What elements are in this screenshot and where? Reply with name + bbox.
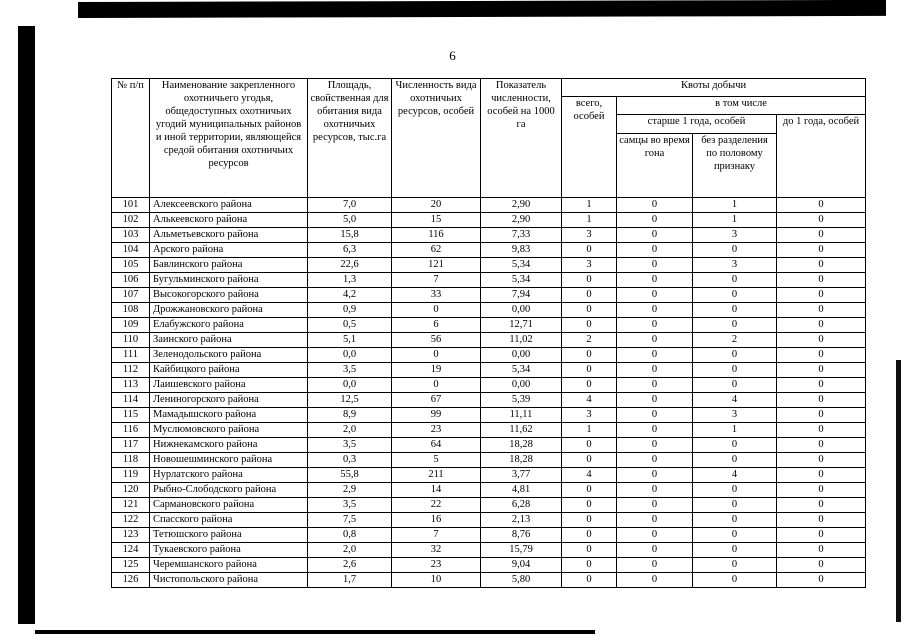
cell-name: Тетюшского района [150,528,308,543]
cell-young: 0 [777,213,866,228]
cell-total: 0 [562,273,617,288]
cell-area: 3,5 [308,438,392,453]
cell-nosex: 0 [693,363,777,378]
cell-density: 2,13 [481,513,562,528]
cell-n: 103 [112,228,150,243]
table-row [112,438,866,453]
table-row [112,213,866,228]
cell-area: 0,9 [308,303,392,318]
cell-total: 3 [562,258,617,273]
cell-name: Нурлатского района [150,468,308,483]
cell-nosex: 0 [693,318,777,333]
cell-area: 3,5 [308,498,392,513]
cell-nosex: 3 [693,258,777,273]
cell-n: 112 [112,363,150,378]
cell-name: Бавлинского района [150,258,308,273]
cell-density: 3,77 [481,468,562,483]
cell-total: 1 [562,198,617,213]
table-row [112,333,866,348]
cell-n: 107 [112,288,150,303]
cell-nosex: 0 [693,438,777,453]
table-row [112,513,866,528]
cell-total: 0 [562,348,617,363]
cell-total: 0 [562,243,617,258]
table-row [112,528,866,543]
cell-count: 33 [392,288,481,303]
cell-young: 0 [777,543,866,558]
cell-total: 3 [562,408,617,423]
table-row [112,543,866,558]
cell-density: 15,79 [481,543,562,558]
cell-young: 0 [777,228,866,243]
cell-count: 0 [392,348,481,363]
cell-area: 8,9 [308,408,392,423]
table-row [112,288,866,303]
cell-density: 11,02 [481,333,562,348]
cell-count: 211 [392,468,481,483]
table-row [112,273,866,288]
cell-area: 2,0 [308,423,392,438]
cell-young: 0 [777,528,866,543]
cell-density: 12,71 [481,318,562,333]
cell-n: 113 [112,378,150,393]
cell-n: 102 [112,213,150,228]
cell-count: 19 [392,363,481,378]
cell-count: 14 [392,483,481,498]
cell-count: 7 [392,528,481,543]
header-count: Численность вида охотничьих ресурсов, особей [392,79,481,198]
table-row [112,348,866,363]
cell-density: 8,76 [481,528,562,543]
cell-name: Черемшанского района [150,558,308,573]
cell-area: 2,6 [308,558,392,573]
cell-density: 9,83 [481,243,562,258]
header-area: Площадь, свойственная для обитания вида охотничьих ресурсов, тыс.га [308,79,392,198]
cell-nosex: 0 [693,558,777,573]
cell-males: 0 [617,363,693,378]
cell-n: 116 [112,423,150,438]
header-older: старше 1 года, особей [617,115,777,134]
cell-young: 0 [777,273,866,288]
cell-name: Тукаевского района [150,543,308,558]
cell-density: 5,34 [481,363,562,378]
table-row [112,303,866,318]
cell-young: 0 [777,378,866,393]
page-number: 6 [449,48,456,63]
table-row [112,408,866,423]
cell-nosex: 0 [693,573,777,588]
header-quotas: Квоты добычи [562,79,866,97]
cell-total: 0 [562,513,617,528]
cell-males: 0 [617,198,693,213]
cell-count: 121 [392,258,481,273]
cell-males: 0 [617,318,693,333]
cell-males: 0 [617,483,693,498]
cell-n: 104 [112,243,150,258]
cell-count: 6 [392,318,481,333]
header-males: самцы во время гона [617,134,693,198]
cell-area: 7,0 [308,198,392,213]
cell-name: Лаишевского района [150,378,308,393]
cell-name: Бугульминского района [150,273,308,288]
cell-nosex: 3 [693,228,777,243]
cell-total: 4 [562,393,617,408]
header-name: Наименование закрепленного охотничьего угодья, общедоступных охотничьих угодий муниципальных районов и иной территории, являющейся средой обитания охотничьих ресурсов [150,79,308,198]
cell-name: Лениногорского района [150,393,308,408]
cell-young: 0 [777,288,866,303]
cell-young: 0 [777,573,866,588]
cell-density: 11,11 [481,408,562,423]
cell-n: 119 [112,468,150,483]
scan-border-top [78,0,886,18]
table-body [112,198,866,588]
cell-count: 64 [392,438,481,453]
cell-total: 3 [562,228,617,243]
cell-nosex: 2 [693,333,777,348]
quota-table [111,78,866,588]
cell-area: 0,8 [308,528,392,543]
cell-total: 0 [562,558,617,573]
table-row [112,318,866,333]
cell-young: 0 [777,243,866,258]
cell-males: 0 [617,393,693,408]
cell-n: 118 [112,453,150,468]
cell-area: 5,0 [308,213,392,228]
cell-area: 1,3 [308,273,392,288]
cell-name: Алексеевского района [150,198,308,213]
cell-density: 5,34 [481,273,562,288]
cell-name: Высокогорского района [150,288,308,303]
cell-area: 6,3 [308,243,392,258]
table-row [112,453,866,468]
cell-n: 110 [112,333,150,348]
cell-males: 0 [617,273,693,288]
cell-young: 0 [777,483,866,498]
cell-density: 2,90 [481,213,562,228]
table-row [112,198,866,213]
cell-n: 111 [112,348,150,363]
cell-count: 32 [392,543,481,558]
cell-area: 2,9 [308,483,392,498]
cell-area: 0,5 [308,318,392,333]
scan-border-bottom [35,630,595,634]
cell-area: 3,5 [308,363,392,378]
cell-count: 99 [392,408,481,423]
cell-count: 23 [392,558,481,573]
cell-count: 67 [392,393,481,408]
cell-area: 15,8 [308,228,392,243]
cell-n: 126 [112,573,150,588]
header-young: до 1 года, особей [777,115,866,198]
cell-young: 0 [777,318,866,333]
cell-young: 0 [777,453,866,468]
cell-name: Кайбицкого района [150,363,308,378]
cell-males: 0 [617,558,693,573]
cell-n: 105 [112,258,150,273]
cell-count: 56 [392,333,481,348]
cell-area: 0,0 [308,378,392,393]
header-total: всего, особей [562,97,617,198]
cell-young: 0 [777,363,866,378]
cell-area: 1,7 [308,573,392,588]
cell-total: 0 [562,498,617,513]
cell-count: 23 [392,423,481,438]
cell-name: Елабужского района [150,318,308,333]
cell-young: 0 [777,303,866,318]
cell-area: 2,0 [308,543,392,558]
cell-count: 0 [392,378,481,393]
cell-density: 0,00 [481,348,562,363]
cell-total: 0 [562,438,617,453]
cell-total: 0 [562,573,617,588]
cell-males: 0 [617,543,693,558]
cell-males: 0 [617,498,693,513]
cell-count: 15 [392,213,481,228]
cell-count: 16 [392,513,481,528]
cell-n: 101 [112,198,150,213]
table-row [112,378,866,393]
table-row [112,393,866,408]
cell-name: Сармановского района [150,498,308,513]
cell-name: Рыбно-Слободского района [150,483,308,498]
header-no-sex: без разделения по половому признаку [693,134,777,198]
cell-total: 0 [562,543,617,558]
cell-total: 0 [562,318,617,333]
cell-males: 0 [617,573,693,588]
cell-n: 114 [112,393,150,408]
cell-total: 1 [562,213,617,228]
cell-nosex: 0 [693,378,777,393]
cell-males: 0 [617,528,693,543]
cell-total: 0 [562,363,617,378]
cell-density: 5,80 [481,573,562,588]
cell-young: 0 [777,393,866,408]
cell-density: 6,28 [481,498,562,513]
cell-nosex: 0 [693,243,777,258]
cell-total: 2 [562,333,617,348]
cell-density: 0,00 [481,303,562,318]
cell-nosex: 0 [693,483,777,498]
cell-name: Альметьевского района [150,228,308,243]
cell-area: 7,5 [308,513,392,528]
table-row [112,258,866,273]
cell-area: 4,2 [308,288,392,303]
cell-total: 0 [562,303,617,318]
cell-count: 5 [392,453,481,468]
table-row [112,573,866,588]
cell-total: 0 [562,528,617,543]
table-row [112,228,866,243]
cell-name: Спасского района [150,513,308,528]
cell-name: Мамадышского района [150,408,308,423]
cell-count: 0 [392,303,481,318]
cell-count: 62 [392,243,481,258]
cell-nosex: 0 [693,303,777,318]
cell-nosex: 4 [693,468,777,483]
cell-total: 0 [562,378,617,393]
cell-males: 0 [617,468,693,483]
cell-n: 123 [112,528,150,543]
cell-nosex: 1 [693,198,777,213]
cell-n: 117 [112,438,150,453]
cell-nosex: 0 [693,528,777,543]
header-density: Показатель численности, особей на 1000 га [481,79,562,198]
cell-name: Чистопольского района [150,573,308,588]
cell-males: 0 [617,378,693,393]
cell-total: 1 [562,423,617,438]
cell-young: 0 [777,258,866,273]
cell-nosex: 0 [693,453,777,468]
cell-males: 0 [617,228,693,243]
cell-name: Муслюмовского района [150,423,308,438]
cell-young: 0 [777,513,866,528]
cell-young: 0 [777,438,866,453]
scan-border-left [18,26,35,624]
cell-nosex: 0 [693,273,777,288]
cell-males: 0 [617,513,693,528]
cell-area: 22,6 [308,258,392,273]
cell-n: 109 [112,318,150,333]
cell-density: 7,94 [481,288,562,303]
cell-nosex: 0 [693,543,777,558]
table-row [112,468,866,483]
cell-density: 5,34 [481,258,562,273]
cell-total: 4 [562,468,617,483]
cell-name: Алькеевского района [150,213,308,228]
cell-young: 0 [777,198,866,213]
cell-n: 122 [112,513,150,528]
table-row [112,483,866,498]
cell-young: 0 [777,468,866,483]
cell-males: 0 [617,303,693,318]
cell-total: 0 [562,288,617,303]
cell-n: 106 [112,273,150,288]
cell-nosex: 1 [693,423,777,438]
cell-area: 5,1 [308,333,392,348]
cell-nosex: 1 [693,213,777,228]
cell-name: Нижнекамского района [150,438,308,453]
cell-count: 20 [392,198,481,213]
cell-count: 10 [392,573,481,588]
cell-males: 0 [617,423,693,438]
cell-density: 2,90 [481,198,562,213]
header-num: № п/п [112,79,150,198]
table-row [112,498,866,513]
table-row [112,558,866,573]
cell-name: Зеленодольского района [150,348,308,363]
cell-nosex: 4 [693,393,777,408]
cell-males: 0 [617,288,693,303]
cell-area: 55,8 [308,468,392,483]
cell-males: 0 [617,213,693,228]
cell-density: 5,39 [481,393,562,408]
cell-young: 0 [777,408,866,423]
cell-density: 7,33 [481,228,562,243]
cell-males: 0 [617,438,693,453]
cell-n: 120 [112,483,150,498]
cell-total: 0 [562,453,617,468]
cell-young: 0 [777,498,866,513]
cell-area: 12,5 [308,393,392,408]
cell-nosex: 0 [693,288,777,303]
cell-males: 0 [617,453,693,468]
cell-area: 0,3 [308,453,392,468]
cell-area: 0,0 [308,348,392,363]
cell-count: 7 [392,273,481,288]
cell-name: Новошешминского района [150,453,308,468]
cell-young: 0 [777,348,866,363]
cell-total: 0 [562,483,617,498]
cell-count: 116 [392,228,481,243]
cell-name: Арского района [150,243,308,258]
cell-density: 11,62 [481,423,562,438]
cell-nosex: 0 [693,498,777,513]
cell-name: Заинского района [150,333,308,348]
cell-n: 108 [112,303,150,318]
cell-young: 0 [777,558,866,573]
cell-density: 0,00 [481,378,562,393]
cell-males: 0 [617,408,693,423]
cell-nosex: 0 [693,513,777,528]
table-row [112,363,866,378]
cell-density: 4,81 [481,483,562,498]
table-row [112,243,866,258]
cell-young: 0 [777,423,866,438]
cell-nosex: 3 [693,408,777,423]
cell-n: 124 [112,543,150,558]
cell-males: 0 [617,243,693,258]
cell-density: 18,28 [481,453,562,468]
cell-n: 115 [112,408,150,423]
cell-density: 9,04 [481,558,562,573]
cell-males: 0 [617,348,693,363]
cell-young: 0 [777,333,866,348]
scan-border-right [896,360,901,622]
cell-n: 125 [112,558,150,573]
table-row [112,423,866,438]
cell-nosex: 0 [693,348,777,363]
cell-n: 121 [112,498,150,513]
cell-density: 18,28 [481,438,562,453]
cell-count: 22 [392,498,481,513]
header-including: в том числе [617,97,866,115]
cell-males: 0 [617,258,693,273]
cell-males: 0 [617,333,693,348]
cell-name: Дрожжановского района [150,303,308,318]
